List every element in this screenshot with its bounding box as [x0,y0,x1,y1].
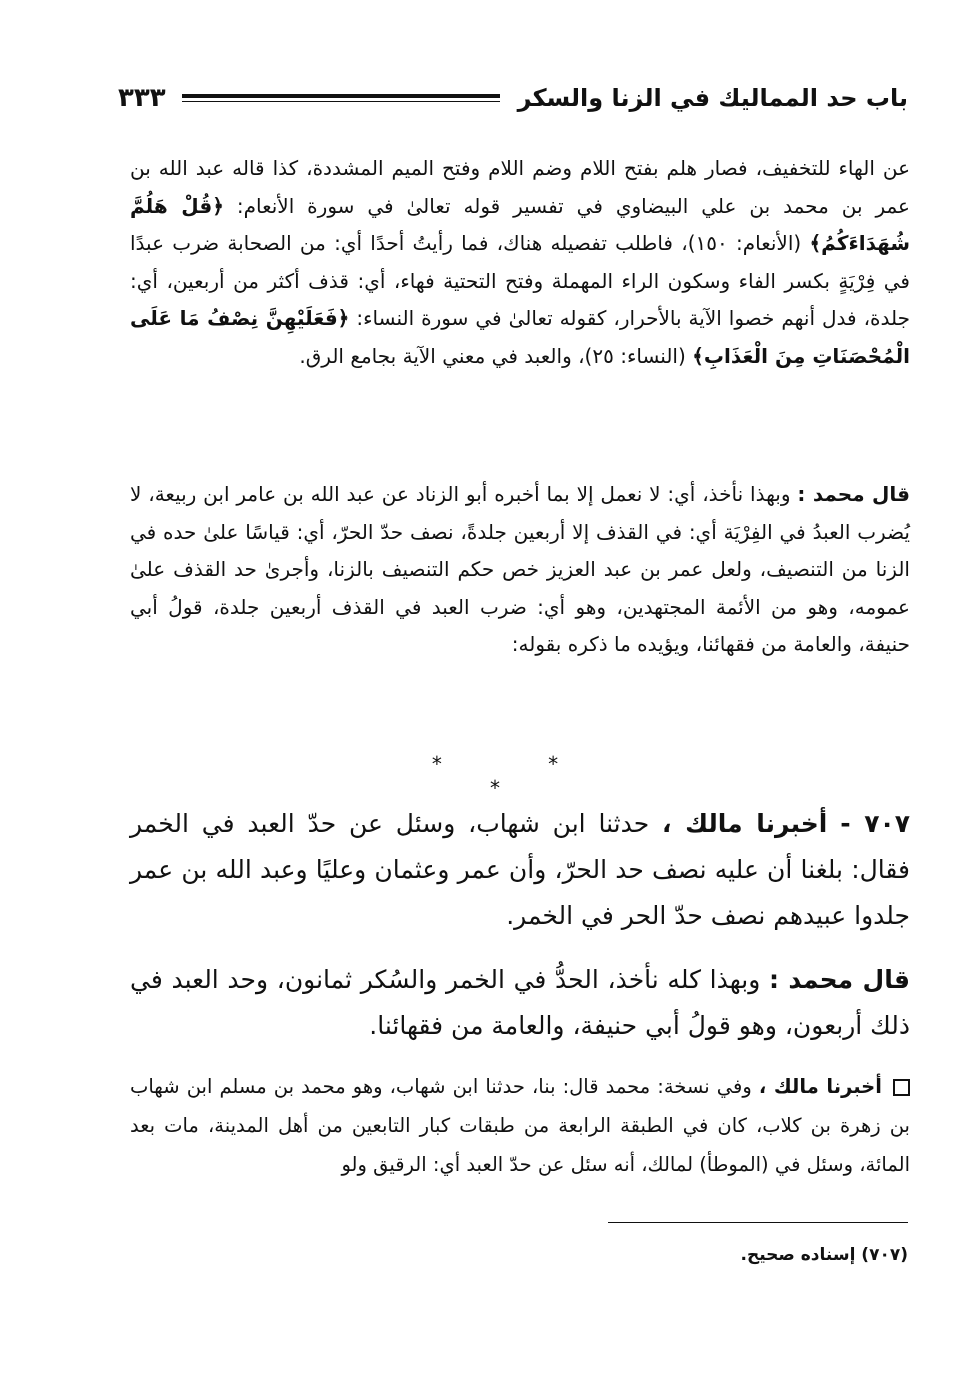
page-header [118,78,908,118]
header-rule [182,94,500,102]
page-number: ٣٣٣ [118,83,166,113]
quran-verse: ﴿فَعَلَيْهِنَّ نِصْفُ مَا عَلَى الْمُحْصَنَاتِ مِنَ الْعَذَابِ﴾ [130,306,910,368]
footnote: (٧٠٧) إسناده صحيح. [740,1245,908,1265]
verse-reference: (الأنعام: ١٥٠)، [681,231,802,255]
hadith-text: حدثنا ابن شهاب، وسئل عن حدّ العبد في الخمر فقال: بلغنا أن عليه نصف حد الحرّ، وأن عمر وعثمان وعليًا وعبد الله بن عمر جلدوا عبيدهم نصف حدّ الحر في الخمر. [130,809,910,930]
commentary-paragraph-1 [130,150,910,375]
commentary-text: والعبد في معني الآية بجامع الرق. [299,343,572,368]
statement-text: وبهذا كله نأخذ، الحدُّ في الخمر والسُكر ثمانون، وحد العبد في ذلك أربعون، وهو قولُ أبي حنيفة، والعامة من فقهائنا. [130,965,910,1040]
verse-reference: (النساء: ٢٥)، [578,343,686,368]
narrator-label: أخبرنا مالك ، [758,1075,882,1098]
hadith-paragraph [130,801,910,939]
narrator-label: أخبرنا مالك ، [662,809,828,838]
section-separator: * * * [431,752,609,800]
chapter-title: باب حد المماليك في الزنا والسكر [517,84,908,112]
footnote-divider [608,1222,908,1223]
commentary-text: عن الهاء للتخفيف، فصار هلم بفتح اللام وضم اللام وفتح الميم المشددة، كذا قاله عبد الله بن عمر بن محمد بن علي البيضاوي في تفسير قوله تعالىٰ في سورة الأنعام: [130,156,910,218]
square-marker-icon [893,1079,910,1096]
speaker-label: قال محمد : [769,965,911,994]
commentary-paragraph-2 [130,476,910,664]
author-statement [130,957,910,1049]
quran-verse: ﴿قُلْ هَلُمَّ شُهَدَاءَكُمُ﴾ [130,193,910,255]
hadith-number: ٧٠٧ - [840,809,910,838]
commentary-text: فاطلب تفصيله هناك، فما رأيتُ أحدًا أي: من الصحابة ضرب عبدًا في فِرْيَةٍ بكسر الفاء وسكون الراء المهملة وفتح التحتية فهاء، أي: قذف أكثر من أربعين، أي: جلدة، فدل أنهم خصوا الآية بالأحرار، كقوله تعالىٰ في سورة النساء: [130,231,911,330]
commentary-text: وبهذا نأخذ، أي: لا نعمل إلا بما أخبره أبو الزناد عن عبد الله بن عامر ابن ربيعة، لا يُضرب العبدُ في الفِرْيَة أي: في القذف إلا أربعين جلدةً، نصف حدّ الحرّ، أي: قياسًا علىٰ حده في الزنا من التنصيف، ولعل عمر بن عبد العزيز خص حكم التنصيف بالزنا، وأجرىٰ حد القذف علىٰ عمومه، وهو من الأئمة المجتهدين، وهو أي: ضرب العبد في القذف أربعين جلدة، قولُ أبي حنيفة، والعامة من فقهائنا، ويؤيده ما ذكره بقوله: [130,482,910,656]
commentary-paragraph-3 [130,1067,910,1184]
commentary-text: وفي نسخة: محمد قال: بنا، حدثنا ابن شهاب، وهو محمد بن مسلم ابن شهاب بن زهرة بن كلاب، كان في الطبقة الرابعة من طبقات كبار التابعين من أهل المدينة، مات بعد المائة، وسئل في (الموطأ) لمالك، أنه سئل عن حدّ العبد أي: الرقيق ولو [130,1075,910,1176]
speaker-label: قال محمد : [797,482,911,506]
